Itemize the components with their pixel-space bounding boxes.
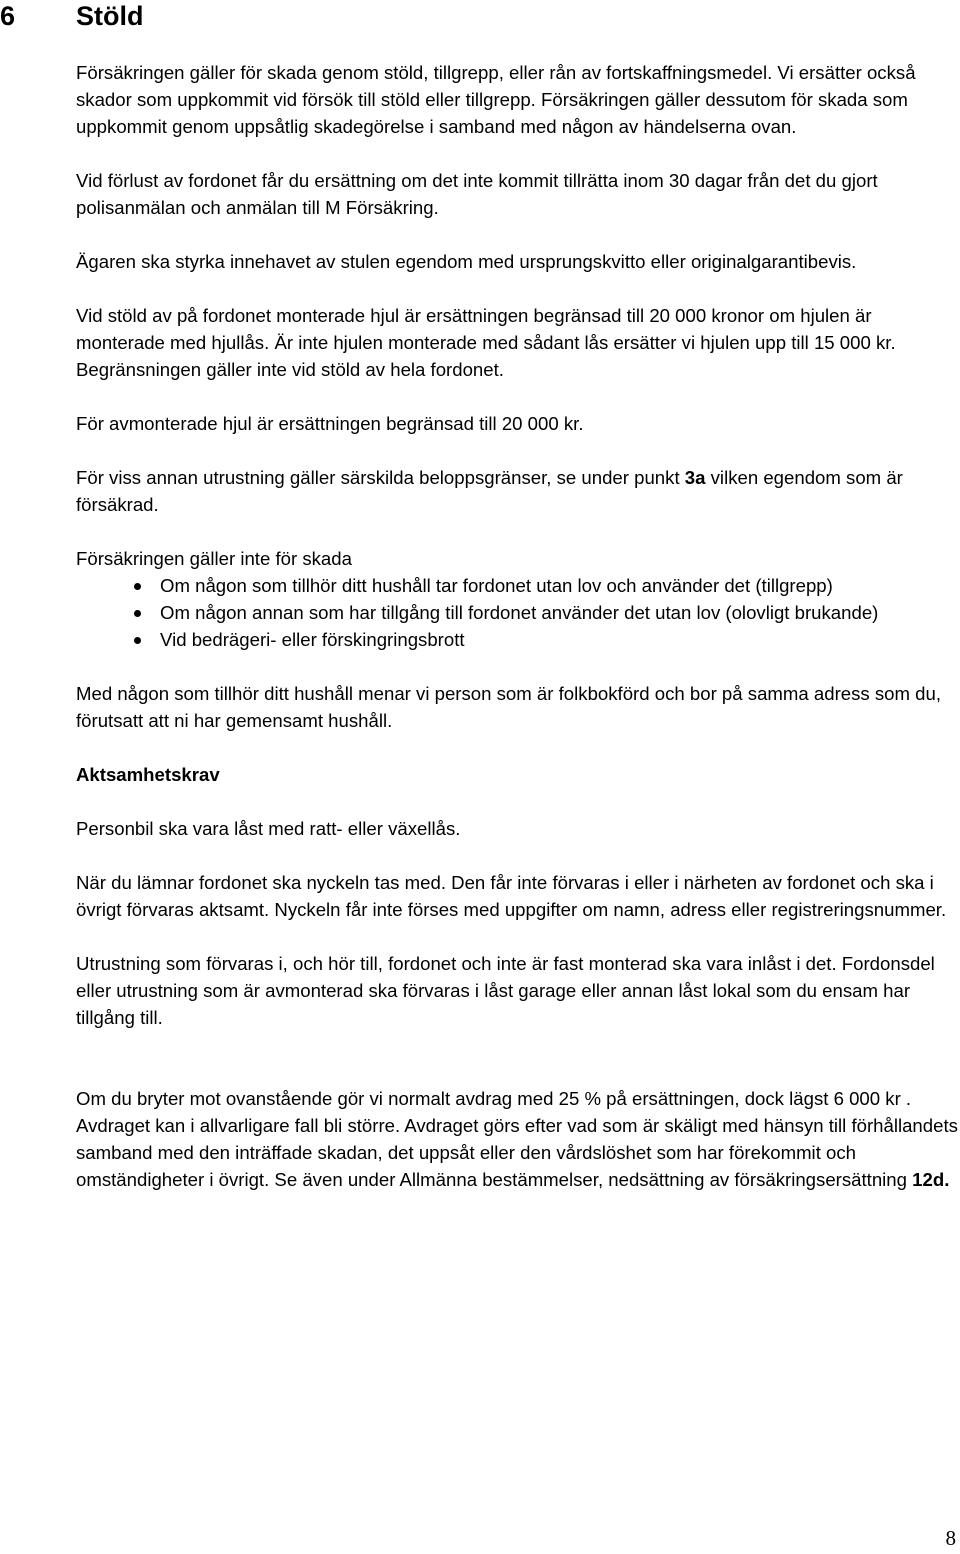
list-item-text: Om någon annan som har tillgång till fordonet använder det utan lov (olovligt brukande) xyxy=(160,602,879,623)
paragraph-equipment-limits xyxy=(76,464,960,518)
exclusions-intro: Försäkringen gäller inte för skada xyxy=(76,548,352,569)
bullet-icon xyxy=(134,610,141,617)
paragraph-household-definition: Med någon som tillhör ditt hushåll menar vi person som är folkbokförd och bor på samma adress som du, förutsatt att ni har gemensamt hushåll. xyxy=(76,683,942,731)
paragraph-ownership-proof: Ägaren ska styrka innehavet av stulen egendom med ursprungskvitto eller originalgarantibevis. xyxy=(76,251,857,272)
paragraph-dismounted-wheels: För avmonterade hjul är ersättningen begränsad till 20 000 kr. xyxy=(76,413,584,434)
list-item-text: Om någon som tillhör ditt hushåll tar fordonet utan lov och använder det (tillgrepp) xyxy=(160,575,833,596)
list-item xyxy=(76,626,960,653)
bullet-icon xyxy=(134,637,141,644)
section-reference: 3a xyxy=(684,467,706,488)
paragraph-deduction xyxy=(76,1085,960,1193)
section-heading xyxy=(0,0,144,32)
paragraph-coverage: Försäkringen gäller för skada genom stöld, tillgrepp, eller rån av fortskaffningsmedel. Vi ersätter också skador som uppkommit vid försök till stöld eller tillgrepp. Försäkringen gäller dessutom för skada som uppkommit genom uppsåtlig skadegörelse i samband med någon av händelserna ovan. xyxy=(76,62,916,137)
equipment-limits-text-end: vilken egendom som är försäkrad. xyxy=(76,467,903,515)
list-item-text: Vid bedrägeri- eller förskingringsbrott xyxy=(160,629,465,650)
paragraph-wheel-theft: Vid stöld av på fordonet monterade hjul är ersättningen begränsad till 20 000 kronor om hjulen är monterade med hjullås. Är inte hjulen monterade med sådant lås ersätter vi hjulen upp till 15 000 kr. Begränsningen gäller inte vid stöld av hela fordonet. xyxy=(76,305,896,380)
exclusions-list xyxy=(76,572,960,653)
paragraph-loss-compensation: Vid förlust av fordonet får du ersättning om det inte kommit tillrätta inom 30 dagar från det du gjort polisanmälan och anmälan till M Försäkring. xyxy=(76,170,878,218)
equipment-limits-text: För viss annan utrustning gäller särskilda beloppsgränser, se under punkt xyxy=(76,467,685,488)
page-number: 8 xyxy=(945,1526,956,1550)
paragraph-key-handling: När du lämnar fordonet ska nyckeln tas med. Den får inte förvaras i eller i närheten av fordonet och ska i övrigt förvaras aktsamt. Nyckeln får inte förses med uppgifter om namn, adress eller registreringsnummer. xyxy=(76,872,947,920)
bullet-icon xyxy=(134,583,141,590)
section-reference: 12d. xyxy=(912,1169,950,1190)
list-item xyxy=(76,599,960,626)
section-number: 6 xyxy=(0,1,16,31)
section-title: Stöld xyxy=(76,1,144,31)
deduction-text: Om du bryter mot ovanstående gör vi normalt avdrag med 25 % på ersättningen, dock lägst 6 000 kr . Avdraget kan i allvarligare fall bli större. Avdraget görs efter vad som är skäligt med hänsyn till förhållandets samband med den inträffade skadan, det uppsåt eller den vårdslöshet som har förekommit och omständigheter i övrigt. Se även under Allmänna bestämmelser, nedsättning av försäkringsersättning xyxy=(76,1088,958,1190)
subheading-text: Aktsamhetskrav xyxy=(76,764,220,785)
list-item xyxy=(76,572,960,599)
paragraph-equipment-storage: Utrustning som förvaras i, och hör till, fordonet och inte är fast monterad ska vara inlåst i det. Fordonsdel eller utrustning som är avmonterad ska förvaras i låst garage eller annan låst lokal som du ensam har tillgång till. xyxy=(76,953,935,1028)
document-body xyxy=(76,59,960,1193)
paragraph-lock-requirement: Personbil ska vara låst med ratt- eller växellås. xyxy=(76,818,461,839)
subheading-care-requirements xyxy=(76,761,960,788)
